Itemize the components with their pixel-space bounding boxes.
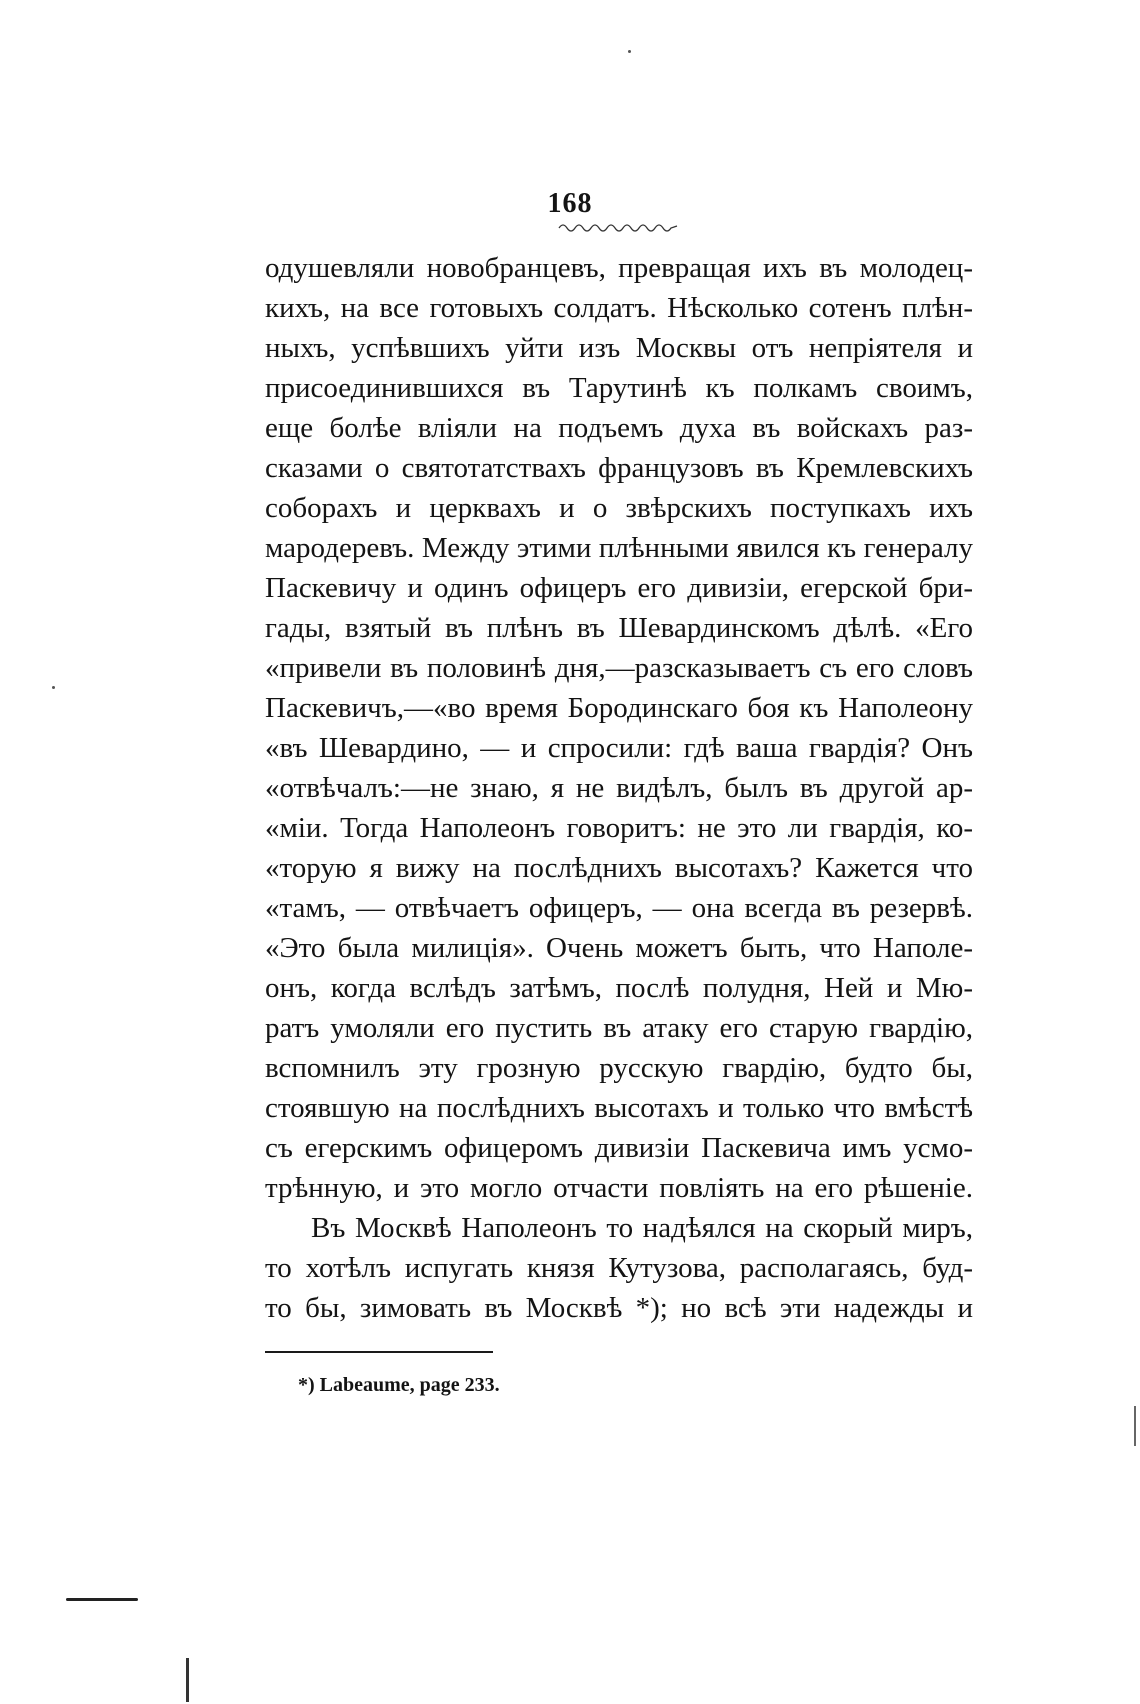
text-line: «торую я вижу на послѣднихъ высотахъ? Кажется что (265, 852, 973, 884)
text-line: мародеревъ. Между этими плѣнными явился къ генералу (265, 532, 973, 564)
scan-artifact (186, 1658, 189, 1702)
text-line: то бы, зимовать въ Москвѣ *); но всѣ эти надежды и (265, 1292, 973, 1324)
text-line: еще болѣе вліяли на подъемъ духа въ войскахъ раз- (265, 412, 973, 444)
footnote: *) Labeaume, page 233. (298, 1374, 500, 1396)
text-line: стоявшую на послѣднихъ высотахъ и только что вмѣстѣ (265, 1092, 973, 1124)
text-line: то хотѣлъ испугать князя Кутузова, располагаясь, буд- (265, 1252, 973, 1284)
text-line: «привели въ половинѣ дня,—разсказываетъ съ его словъ (265, 652, 973, 684)
text-line: трѣнную, и это могло отчасти повліять на его рѣшеніе. (265, 1172, 973, 1204)
text-line: Въ Москвѣ Наполеонъ то надѣялся на скорый миръ, (311, 1212, 973, 1244)
scan-speck (52, 686, 55, 689)
text-line: онъ, когда вслѣдъ затѣмъ, послѣ полудня, Ней и Мю- (265, 972, 973, 1004)
text-line: соборахъ и церквахъ и о звѣрскихъ поступкахъ ихъ (265, 492, 973, 524)
page-number-ornament (557, 220, 679, 232)
text-line: гады, взятый въ плѣнъ въ Шевардинскомъ дѣлѣ. «Его (265, 612, 973, 644)
text-line: Паскевичу и одинъ офицеръ его дивизіи, егерской бри- (265, 572, 973, 604)
footnote-divider (265, 1351, 493, 1353)
text-line: ныхъ, успѣвшихъ уйти изъ Москвы отъ непріятеля и (265, 332, 973, 364)
page-number: 168 (547, 188, 593, 219)
text-line: Паскевичъ,—«во время Бородинскаго боя къ Наполеону (265, 692, 973, 724)
text-line: «міи. Тогда Наполеонъ говоритъ: не это ли гвардія, ко- (265, 812, 973, 844)
text-line: сказами о святотатствахъ французовъ въ Кремлевскихъ (265, 452, 973, 484)
text-line: «Это была милиція». Очень можетъ быть, что Наполе- (265, 932, 973, 964)
text-line: кихъ, на все готовыхъ солдатъ. Нѣсколько сотенъ плѣн- (265, 292, 973, 324)
scan-artifact (66, 1598, 138, 1601)
text-line: «въ Шевардино, — и спросили: гдѣ ваша гвардія? Онъ (265, 732, 973, 764)
text-line: присоединившихся въ Тарутинѣ къ полкамъ своимъ, (265, 372, 973, 404)
scan-speck (628, 50, 631, 53)
text-line: одушевляли новобранцевъ, превращая ихъ въ молодец- (265, 252, 973, 284)
text-line: «отвѣчалъ:—не знаю, я не видѣлъ, былъ въ другой ар- (265, 772, 973, 804)
text-line: «тамъ, — отвѣчаетъ офицеръ, — она всегда въ резервѣ. (265, 892, 973, 924)
scan-artifact (1134, 1406, 1136, 1446)
body-text (265, 248, 973, 1328)
text-line: съ егерскимъ офицеромъ дивизіи Паскевича имъ усмо- (265, 1132, 973, 1164)
text-line: ратъ умоляли его пустить въ атаку его старую гвардію, (265, 1012, 973, 1044)
text-line: вспомнилъ эту грозную русскую гвардію, будто бы, (265, 1052, 973, 1084)
